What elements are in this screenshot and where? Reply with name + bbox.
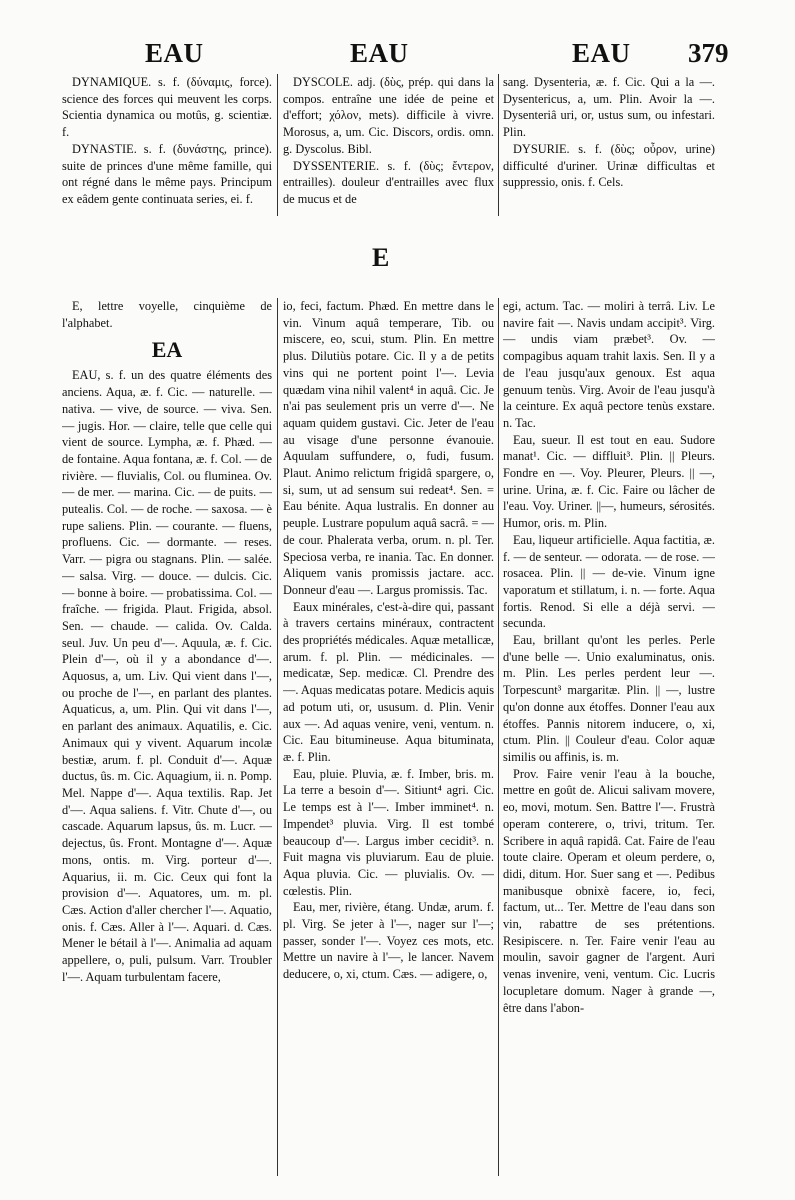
main-column-2 (283, 298, 494, 1188)
entry-eau: EAU, s. f. un des quatre éléments des anciens. Aqua, æ. f. Cic. — naturelle. — nativa. — vive, de source. — viva. Sen. — jugis. Hor. — claire, telle que celle qui vient de source. Lympha, æ. f. Phæd. — de fontaine. Aqua fontana, æ. f. Col. — de rivière. — fluvialis, Col. ou fluminea. Ov. — de mer. — marina. Cic. — de puits. — putealis. Col. — de roche. — saxosa. — è rupe saliens. Plin. — courante. — fluens, profluens. Cic. — dormante. — reses. Varr. — pigra ou stagnans. Plin. — salée. — salsa. Virg. — douce. — dulcis. Cic. — bonne à boire. — probatissima. Col. — fraîche. — frigida. Plaut. Frigida, absol. Sen. — chaude. — calida. Ov. Calda. seul. Juv. Un peu d'—. Aquula, æ. f. Cic. Plein d'—, où il y a abondance d'—. Aquosus, a, um. Liv. Qui vient dans l'—, ou proche de l'—, en parlant des plantes. Aquaticus, a, um. Plin. Qui vit dans l'—, en parlant des animaux. Aquatilis, e. Cic. Animaux qui y vivent. Aquarum incolæ bestiæ, arum. f. pl. Conduit d'—. Aquæ ductus, ûs. m. Cic. Aquagium, ii. n. Pomp. Mel. Nappe d'—. Aqua textilis. Rap. Jet d'—. Aqua saliens. f. Vitr. Chute d'—, ou cascade. Aquarum lapsus, ûs. m. Lucr. — dejectus, ûs. Front. Montagne d'—. Aquæ mons, ontis. m. Virg. porteur d'—. Aquarius, ii. m. Cic. Ceux qui font la provision d'—. Aquatores, um. m. pl. Cæs. Action d'aller chercher l'—. Aquatio, onis. f. Cæs. Aller à l'—. Aquari. d. Cæs. Mener le bétail à l'—. Animalia ad aquam appellere, o, puli, pulsum. Varr. Troubler l'—. Aquam turbulentam facere, (62, 368, 272, 984)
running-head-right: EAU (572, 38, 631, 68)
entry-paragraph: Eau, brillant qu'ont les perles. Perle d'une belle —. Unio exaluminatus, onis. m. Plin. Les perles perdent leur —. Torpescunt³ margaritæ. Plin. || —, lustre qu'on donne aux étoffes. Donner l'eau aux étoffes. Pannis nitorem inducere, o, xi, ctum. Plin. || Couleur d'eau. Color aquæ similis ou affinis, is. m. (503, 633, 715, 764)
entry-dysurie: DYSURIE. s. f. (δὺς; οὖρον, urine) difficulté d'uriner. Urinæ difficultas et suppressio, onis. f. Cels. (503, 141, 715, 190)
top-column-2 (283, 74, 494, 224)
column-divider (498, 74, 499, 216)
section-heading: EA (151, 337, 183, 363)
entry-dyssenterie-cont: sang. Dysenteria, æ. f. Cic. Qui a la —. Dysentericus, a, um. Plin. Avoir la —. Dysenteriâ uri, or, ustus sum, ou infestari. Plin. (503, 75, 715, 140)
entry-paragraph: Eau, sueur. Il est tout en eau. Sudore manat¹. Cic. — diffluit³. Plin. || Pleurs. Fondre en —. Voy. Pleurer, Pleurs. || —, urine. Urina, æ. f. Cic. Faire ou lâcher de l'eau. Voy. Uriner. ||—, humeurs, sérosités. Humor, oris. m. Plin. (503, 432, 715, 531)
entry-paragraph: io, feci, factum. Phæd. En mettre dans le vin. Vinum aquâ temperare, Tib. ou miscere, eo, scui, stum. Plin. En mettre plus. Dilutiùs potare. Cic. Il y a de petits vins qui ne portent point l'—. Levia quædam vina nihil valent⁴ in aquâ. Cic. Je n'ai pas seulement pris un verre d'—. Ne aquam quidem gustavi. Cic. Jeter de l'eau au visage d'une personne évanouie. Aquulam suffundere, o, fudi, fusum. Plaut. Animo relictum frigidâ spargere, o, si, sum, ut ad sensum sui redeat⁴. Sen. = Eau bénite. Aqua lustralis. En donner au peuple. Lustrare populum aquâ sacrâ. = — de cour. Phalerata verba, orum. n. pl. Ter. Speciosa verba, re inania. Tac. En donner. Aliquem vanis promissis jactare. acc. Donneur d'eau —. Largus promissis. Tac. (283, 299, 494, 597)
section-letter: E (372, 243, 390, 272)
entry-paragraph: Eau, liqueur artificielle. Aqua factitia, æ. f. — de senteur. — odorata. — de rose. — rosacea. Plin. || — de-vie. Vinum igne vaporatum et stillatum, i. n. — forte. Aqua fortis. Renod. Si elle a déjà servi. — secunda. (503, 532, 715, 631)
entry-dyssenterie: DYSSENTERIE. s. f. (δὺς; ἔντερον, entrailles). douleur d'entrailles avec flux de mucus et de (283, 158, 494, 206)
entry-paragraph: Eau, pluie. Pluvia, æ. f. Imber, bris. m. La terre a besoin d'—. Sitiunt⁴ agri. Cic. Le temps est à l'—. Imber imminet⁴. n. Impendet³ pluvia. Virg. Il est tombé beaucoup d'—. Largus imber cecidit³. n. Fuit magna vis pluviarum. Eau de pluie. Aqua pluvia. Cic. — pluvialis. Ov. — cœlestis. Plin. (283, 766, 494, 898)
running-head-left: EAU (145, 38, 204, 68)
entry-paragraph: Prov. Faire venir l'eau à la bouche, mettre en goût de. Alicui salivam movere, eo, movi, motum. Sen. Battre l'—. Frustrà operam conterere, o, trivi, tritum. Ter. Scribere in aquâ rapidâ. Cat. Faire de l'eau toute claire. Operam et oleum perdere, o, didi, ditum. Hor. Suer sang et —. Pedibus manibusque obnixè facere, io, feci, factum, ut... Ter. Mettre de l'eau dans son vin, rabattre de ses prétentions. Resipiscere. n. Ter. Faire venir l'eau au moulin, savoir gagner de l'argent. Auri venas invenire, veni, ventum. Cic. Lucris locupletare domum. Nager à grande —, être dans l'abon- (503, 766, 715, 1015)
main-column-1 (62, 298, 272, 1188)
entry-paragraph: egi, actum. Tac. — moliri à terrâ. Liv. Le navire fait —. Navis undam accipit³. Virg. — undis viam præbet³. Ov. — compagibus aquam trahit laxis. Sen. Il y a de l'eau jusqu'aux genoux. Est aqua genuum tenùs. Virg. Avoir de l'eau jusqu'à la ceinture. Ex aquâ pectore tenùs exstare. n. Tac. (503, 299, 715, 430)
running-head-center: EAU (350, 38, 409, 68)
entry-dynamique: DYNAMIQUE. s. f. (δύναμις, force). science des forces qui meuvent les corps. Scientia dynamica ou motûs, g. scientiæ. f. (62, 75, 272, 140)
column-divider (277, 74, 278, 216)
entry-paragraph: Eau, mer, rivière, étang. Undæ, arum. f. pl. Virg. Se jeter à l'—, nager sur l'—; passer, sonder l'—. Voyez ces mots, etc. Mettre un navire à l'—, le lancer. Navem deducere, o, xi, ctum. Cæs. — adigere, o, (283, 900, 494, 982)
column-divider (277, 298, 278, 1176)
top-column-3 (503, 74, 715, 224)
entry-dynastie: DYNASTIE. s. f. (δυνάστης, prince). suite de princes d'une même famille, qui ont régné dans le même pays. Principum ex eâdem gente continuata series, ei. f. (62, 141, 272, 206)
top-column-1 (62, 74, 272, 224)
column-divider (498, 298, 499, 1176)
page-number: 379 (688, 38, 729, 68)
entry-dyscole: DYSCOLE. adj. (δὺς, prép. qui dans la compos. entraîne une idée de peine et d'effort; χόλον, mets). difficile à vivre. Morosus, a, um. Cic. Discors, ordis. omn. g. Dyscolus. Bibl. (283, 75, 494, 156)
entry-e: E, lettre voyelle, cinquième de l'alphabet. (62, 299, 272, 330)
entry-paragraph: Eaux minérales, c'est-à-dire qui, passant à travers certains minéraux, contractent des propriétés médicales. Aquæ metallicæ, arum. f. pl. Plin. — médicinales. — medicatæ, Sep. medicæ. Cl. Prendre des —. Aquas medicatas potare. Medicis aquis ad potum uti, or, ususum. d. Plin. Venir aux —. Ad aquas venire, veni, ventum. n. Cic. Eau bitumineuse. Aqua bituminata, æ. f. Plin. (283, 599, 494, 764)
main-column-3 (503, 298, 715, 1188)
